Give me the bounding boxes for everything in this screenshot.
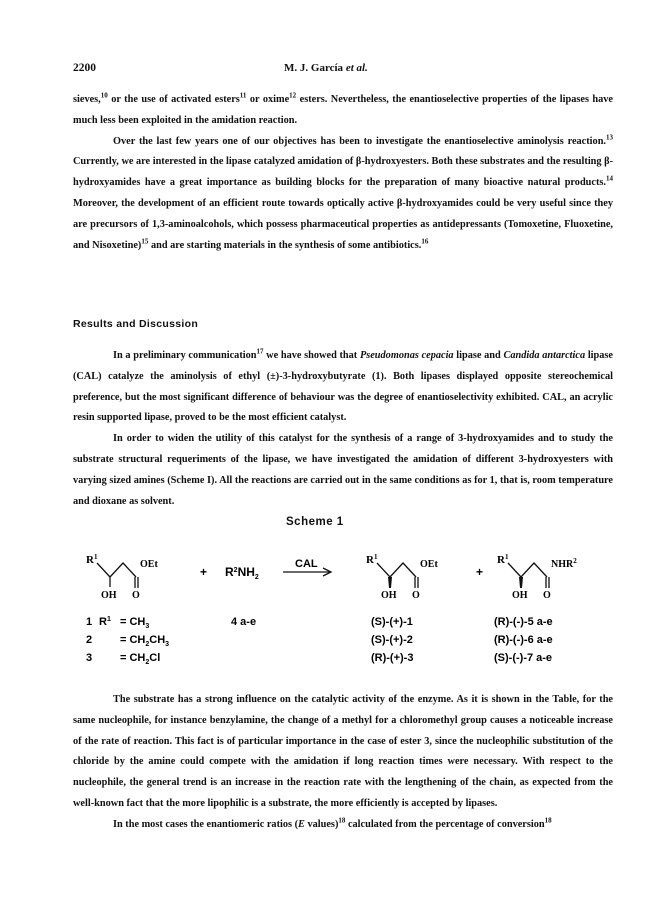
discussion-text bbox=[73, 690, 613, 836]
svg-text:OH: OH bbox=[512, 590, 528, 601]
catalyst-label: CAL bbox=[295, 558, 318, 570]
svg-text:O: O bbox=[543, 590, 551, 601]
svg-text:(S)-(+)-1: (S)-(+)-1 bbox=[371, 616, 413, 628]
svg-text:3: 3 bbox=[86, 652, 93, 664]
oh-label: OH bbox=[101, 590, 117, 601]
svg-text:(R)-(+)-3: (R)-(+)-3 bbox=[371, 652, 414, 664]
plus-sign-1: + bbox=[200, 565, 208, 579]
product-amide bbox=[497, 553, 577, 601]
scheme-row-1 bbox=[86, 616, 553, 630]
product-ester bbox=[366, 553, 438, 601]
svg-text:OEt: OEt bbox=[420, 559, 438, 570]
intro-paragraph-1: sieves,$^{10}$ or the use of activated esters$^{11}$ or oxime$^{12}$ esters. Nevertheless, the enantioselective properties of the lipases have much less been exploited in the amidation reaction. bbox=[73, 91, 613, 126]
svg-text:= CH3: = $CH_3$ bbox=[120, 616, 150, 630]
reactant-hydroxyester bbox=[86, 553, 158, 601]
svg-text:1: 1 bbox=[86, 616, 93, 628]
ref-18: 18 bbox=[338, 816, 346, 825]
species-candida: Candida antarctica bbox=[503, 350, 586, 361]
scheme-title: Scheme 1 bbox=[286, 516, 344, 528]
discussion-paragraph-2: In the most cases the enantiomeric ratios (E values)$^{18}$ calculated from the percentage of conversion$^{18}$ bbox=[113, 816, 552, 830]
plus-sign-2: + bbox=[476, 565, 484, 579]
ref-10: 10 bbox=[100, 91, 108, 100]
svg-text:OH: OH bbox=[381, 590, 397, 601]
svg-text:2: 2 bbox=[86, 634, 93, 646]
carbonyl-o-label: O bbox=[132, 590, 140, 601]
svg-text:R1: $R^1$ bbox=[99, 616, 111, 628]
svg-text:(R)-(-)-5 a-e: (R)-(-)-5 a-e bbox=[494, 616, 553, 628]
ref-15: 15 bbox=[141, 237, 149, 246]
svg-text:4 a-e: 4 a-e bbox=[231, 616, 257, 628]
scheme-row-2 bbox=[86, 634, 553, 648]
svg-text:R1: $R^1$ bbox=[366, 553, 378, 566]
intro-text bbox=[73, 90, 613, 256]
results-paragraph-1: In a preliminary communication$^{17}$ we have showed that Pseudomonas cepacia lipase and Candida antarctica lipase (CAL) catalyze the aminolysis of ethyl (±)-3-hydroxybutyrate (1). Both lipases displayed opposite stereochemical preference, but the most significant difference of behaviour was the degree of enantioselectivity exhibited. CAL, an acrylic resin supported lipase, proved to be the most efficient catalyst. bbox=[73, 347, 613, 424]
ref-17: 17 bbox=[256, 347, 264, 356]
ref-13: 13 bbox=[606, 133, 613, 142]
author-names: M. J. García bbox=[284, 62, 344, 74]
reaction-arrow bbox=[283, 558, 331, 576]
scheme-row-3 bbox=[86, 652, 552, 666]
svg-text:R1: $R^1$ bbox=[86, 553, 98, 566]
svg-text:= CH2Cl: = $CH_2Cl$ bbox=[120, 652, 161, 666]
species-pseudomonas: Pseudomonas cepacia bbox=[359, 350, 454, 361]
discussion-paragraph-1: The substrate has a strong influence on the catalytic activity of the enzyme. As it is shown in the Table, for the same nucleophile, for instance benzylamine, the change of a methyl for a chloromethyl group causes a noticeable increase of the rate of reaction. This fact is of particular importance in the case of ester 3, since the nucleophilic substitution of the chloride by the amine could compete with the amidation if long reaction times were necessary. With respect to the nucleophile, the general trend is an increase in the reaction rate with the lengthening of the chain, as expected from the well-known fact that the more lipophilic is a substrate, the more efficiently is accepted by lipases. bbox=[73, 694, 613, 809]
svg-text:(R)-(-)-6 a-e: (R)-(-)-6 a-e bbox=[494, 634, 553, 646]
amine-reagent: $R^2NH_2$ bbox=[225, 565, 259, 581]
svg-text:O: O bbox=[412, 590, 420, 601]
svg-text:R1: $R^1$ bbox=[497, 553, 509, 566]
ref-14: 14 bbox=[606, 174, 613, 183]
svg-text:(S)-(+)-2: (S)-(+)-2 bbox=[371, 634, 413, 646]
svg-text:(S)-(-)-7 a-e: (S)-(-)-7 a-e bbox=[494, 652, 553, 664]
svg-text:= CH2CH3: = $CH_2CH_3$ bbox=[120, 634, 170, 648]
ref-18b: 18 bbox=[544, 816, 552, 825]
ref-12: 12 bbox=[289, 91, 297, 100]
results-text bbox=[73, 346, 613, 512]
results-paragraph-2: In order to widen the utility of this catalyst for the synthesis of a range of 3-hydroxyamides and to study the substrate structural requeriments of the lipase, we have investigated the amidation of different 3-hydroxyesters with varying sized amines (Scheme I). All the reactions are carried out in the same conditions as for 1, that is, room temperature and dioxane as solvent. bbox=[73, 433, 613, 507]
et-al: et al. bbox=[345, 62, 368, 74]
intro-paragraph-2: Over the last few years one of our objectives has been to investigate the enantioselective aminolysis reaction.$^{13}$ Currently, we are interested in the lipase catalyzed amidation of β-hydroxyesters. Both these substrates and the resulting β-hydroxyamides have a great importance as building blocks for the preparation of many bioactive natural products.$^{14}$ Moreover, the development of an efficient route towards optically active β-hydroxyamides could be very useful since they are precursors of 1,3-aminoalcohols, which possess pharmaceutical properties as antidepressants (Tomoxetine, Fluoxetine, and Nisoxetine)$^{15}$ and are starting materials in the synthesis of some antibiotics.$^{16}$ bbox=[73, 133, 613, 251]
running-author bbox=[284, 62, 368, 74]
svg-text:NHR2: NHR$^2$ bbox=[551, 557, 577, 570]
oet-label: OEt bbox=[140, 559, 158, 570]
page-number: 2200 bbox=[73, 62, 96, 74]
section-heading: Results and Discussion bbox=[73, 318, 199, 330]
ref-11: 11 bbox=[239, 91, 247, 100]
ref-16: 16 bbox=[421, 237, 429, 246]
